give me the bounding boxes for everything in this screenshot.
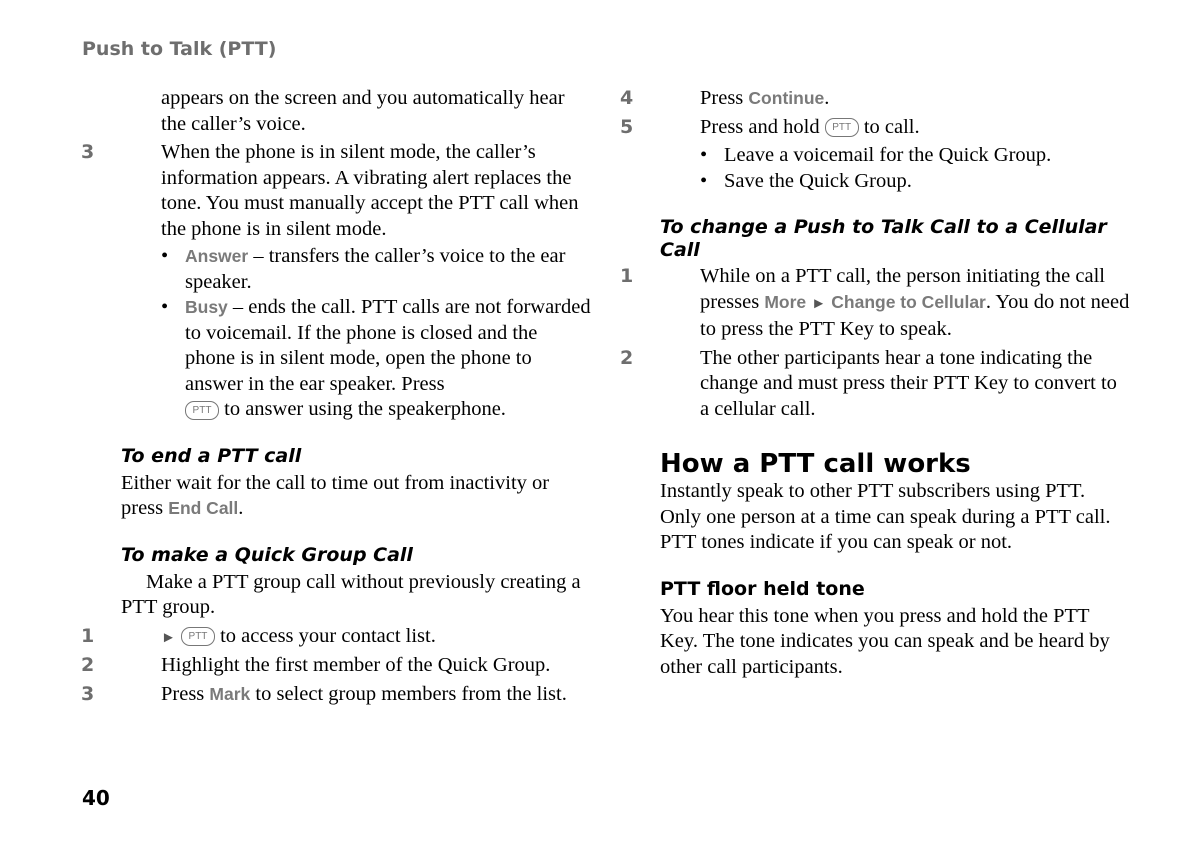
running-header: Push to Talk (PTT) [82,38,277,60]
qg-step-1: 1 ► PTT to access your contact list. [81,624,436,647]
right-column [620,86,1130,680]
continue-softkey: Continue [748,88,825,108]
qg-step-3: 3 Press Mark to select group members from the list. [81,682,567,705]
cc-step-1: 1 While on a PTT call, the person initiating the call presses More ► Change to Cellular. You do not need to press the PTT Key to speak. [620,265,1130,340]
answer-softkey: Answer [185,246,249,266]
floor-held-tone-heading: PTT floor held tone [660,577,865,600]
ptt-key-icon: PTT [185,401,219,420]
change-to-cellular-softkey: Change to Cellular [831,291,986,312]
qg-step-2: 2 Highlight the first member of the Quick Group. [81,654,551,676]
how-ptt-works-heading: How a PTT call works [660,449,971,479]
step-number: 3 [81,141,95,163]
cc-step-2: 2 The other participants hear a tone indicating the change and must press their PTT Key to convert to a cellular call. [620,346,1117,420]
busy-softkey: Busy [185,297,228,317]
ptt-key-icon: PTT [825,118,859,137]
step-3: 3 When the phone is in silent mode, the caller’s information appears. A vibrating alert replaces the tone. You must manually accept the PTT call when the phone is in silent mode. [81,141,579,240]
bullet-answer: • Answer – transfers the caller’s voice to the ear speaker. [161,245,566,293]
arrow-icon: ► [811,295,827,312]
ptt-key-icon: PTT [181,627,215,646]
how-ptt-works-text: Instantly speak to other PTT subscribers using PTT. Only one person at a time can speak during a PTT call. PTT tones indicate if you can speak or not. [660,480,1111,553]
bullet-voicemail: • Leave a voicemail for the Quick Group. [700,144,1052,166]
step-5: 5 Press and hold PTT to call. [620,115,920,138]
mark-softkey: Mark [209,683,251,704]
end-call-text: Either wait for the call to time out from inactivity or press End Call. [121,471,550,519]
page-number: 40 [82,786,110,810]
end-call-softkey: End Call [168,498,239,518]
bullet-busy: • Busy – ends the call. PTT calls are not forwarded to voicemail. If the phone is closed and the phone is in silent mode, open the phone to answer in the ear speaker. Press PTT to answer using the speakerphone. [161,296,591,420]
more-softkey: More [764,291,807,312]
arrow-icon: ► [161,629,176,646]
bullet-save: • Save the Quick Group. [700,169,912,192]
intro-continued: appears on the screen and you automatically hear the caller’s voice. [161,87,565,135]
quick-group-intro: Make a PTT group call without previously creating a PTT group. [121,570,581,618]
floor-held-tone-text: You hear this tone when you press and hold the PTT Key. The tone indicates you can speak and be heard by other call participants. [660,604,1110,678]
end-call-heading: To end a PTT call [121,444,302,467]
change-to-cellular-heading: To change a Push to Talk Call to a Cellular Call [660,216,1107,261]
step-4: 4 Press Continue. [620,87,830,109]
left-column [81,86,591,707]
quick-group-heading: To make a Quick Group Call [121,543,413,566]
